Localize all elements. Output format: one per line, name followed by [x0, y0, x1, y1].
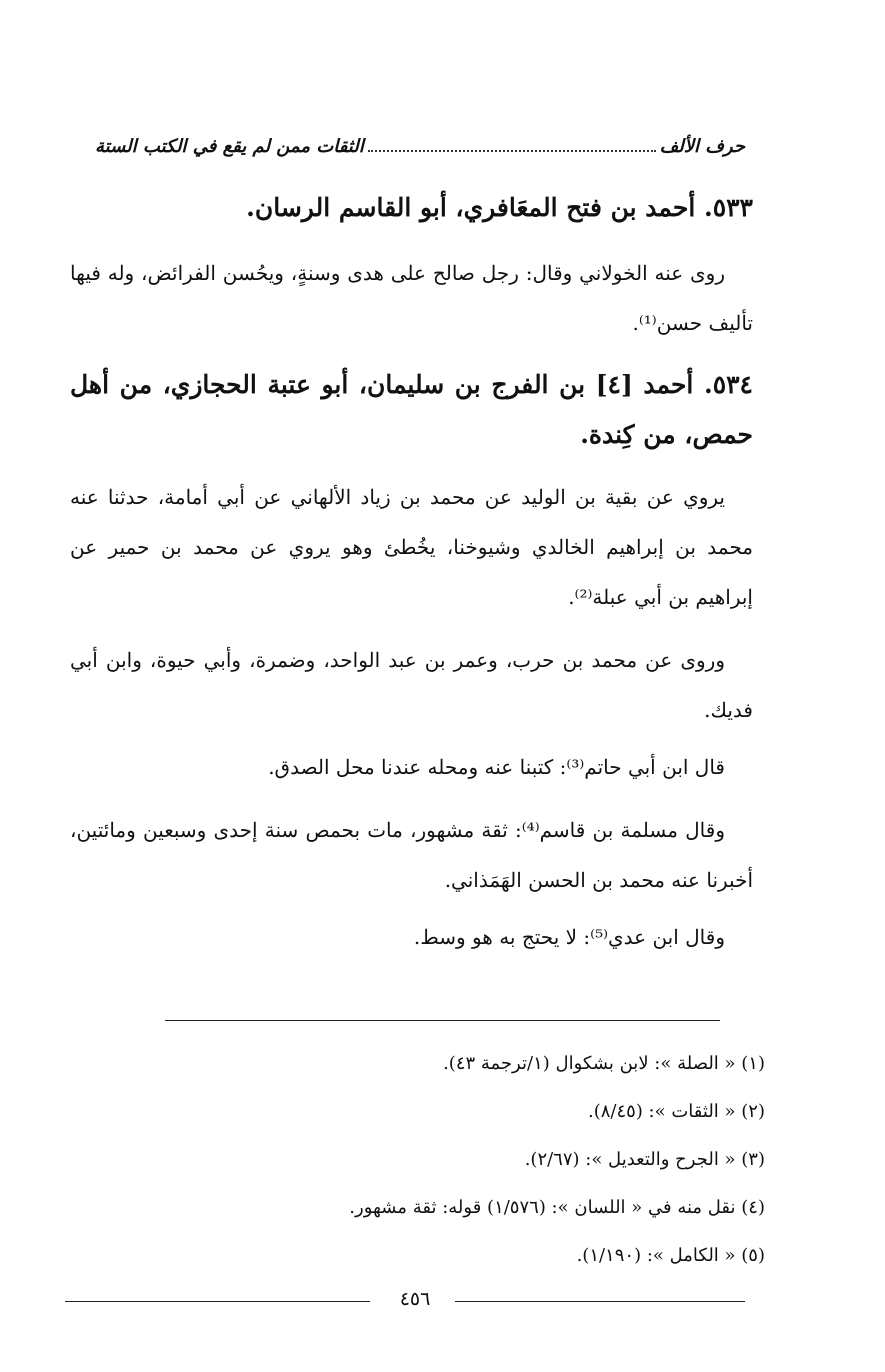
footnote-4: (٤) نقل منه في « اللسان »: (١/٥٧٦) قوله: ثقة مشهور. — [349, 1197, 765, 1218]
entry-534-paragraph-5: وقال ابن عدي⁽⁵⁾: لا يحتج به هو وسط. — [413, 925, 725, 949]
entry-533-paragraph: روى عنه الخولاني وقال: رجل صالح على هدى وسنةٍ، ويحُسن الفرائض، وله فيها تأليف حسن⁽¹⁾. — [70, 261, 753, 335]
running-header — [95, 136, 745, 166]
entry-534-paragraph-2: وروى عن محمد بن حرب، وعمر بن عبد الواحد، وضمرة، وأبي حيوة، وابن أبي فديك. — [70, 648, 753, 722]
page-number: ٤٥٦ — [399, 1288, 431, 1310]
footnote-5: (٥) « الكامل »: (١/١٩٠). — [576, 1245, 765, 1266]
footnote-1: (١) « الصلة »: لابن بشكوال (١/ترجمة ٤٣). — [443, 1053, 765, 1074]
entry-534-title: ٥٣٤. أحمد [٤] بن الفرج بن سليمان، أبو عتبة الحجازي، من أهل حمص، من كِندة. — [70, 370, 753, 449]
page-footer — [65, 1288, 745, 1328]
book-title: الثقات ممن لم يقع في الكتب الستة — [95, 136, 364, 157]
entry-534-paragraph-1: يروي عن بقية بن الوليد عن محمد بن زياد الألهاني عن أبي أمامة، حدثنا عنه محمد بن إبراهيم الخالدي وشيوخنا، يخُطئ وهو يروي عن محمد بن حمير عن إبراهيم بن أبي عبلة⁽²⁾. — [70, 485, 753, 609]
entry-534-paragraph-3: قال ابن أبي حاتم⁽³⁾: كتبنا عنه ومحله عندنا محل الصدق. — [268, 755, 725, 779]
dot-leader — [368, 136, 656, 152]
entry-533-title: ٥٣٣. أحمد بن فتح المعَافري، أبو القاسم الرسان. — [246, 193, 753, 222]
footer-rule-right — [455, 1301, 745, 1302]
entry-534-paragraph-4: وقال مسلمة بن قاسم⁽⁴⁾: ثقة مشهور، مات بحمص سنة إحدى وسبعين ومائتين، أخبرنا عنه محمد بن الحسن الهَمَذاني. — [70, 818, 753, 892]
footer-rule-left — [65, 1301, 370, 1302]
footnotes — [120, 1040, 765, 1280]
footnote-separator — [165, 1020, 720, 1021]
chapter-title: حرف الألف — [659, 136, 745, 157]
footnote-2: (٢) « الثقات »: (٨/٤٥). — [587, 1101, 765, 1122]
footnote-3: (٣) « الجرح والتعديل »: (٢/٦٧). — [524, 1149, 765, 1170]
